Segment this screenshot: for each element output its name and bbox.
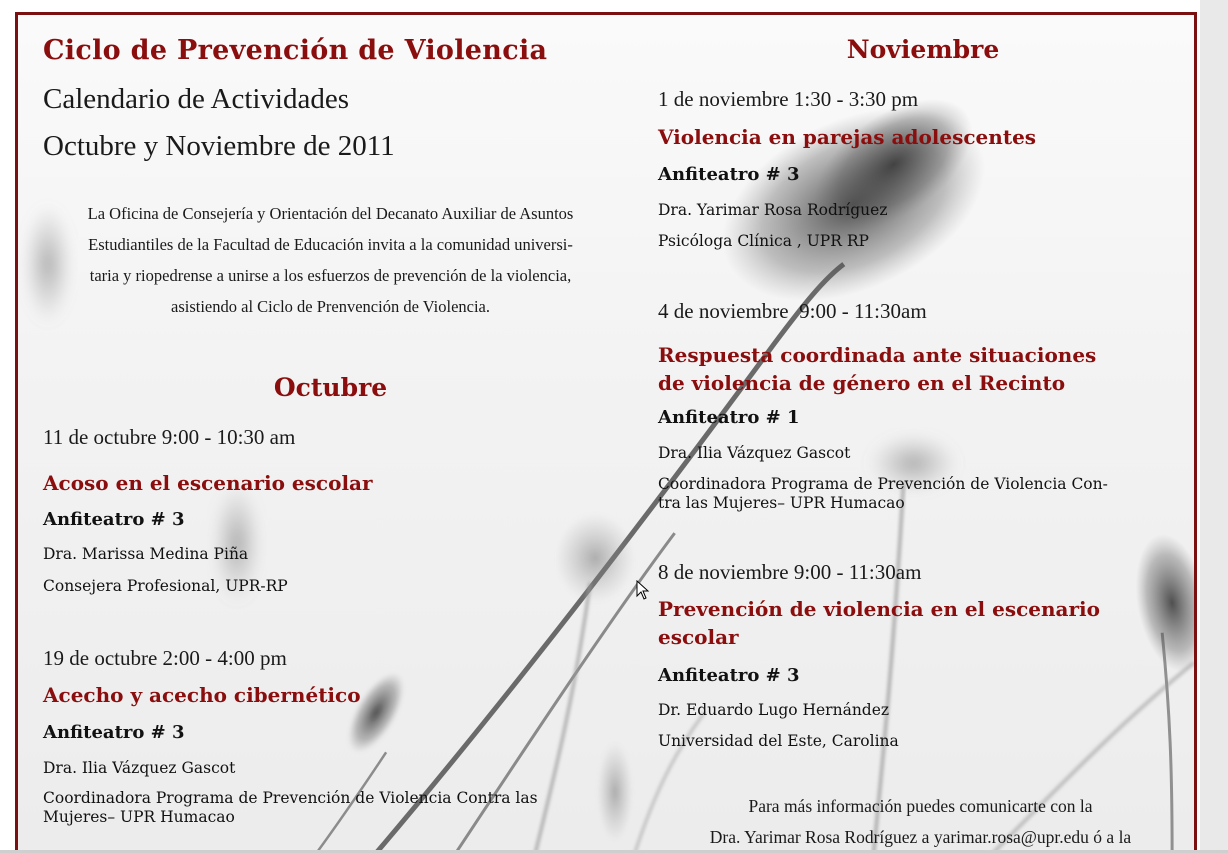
event-date: 1 de noviembre 1:30 - 3:30 pm	[658, 87, 919, 111]
intro-line: La Oficina de Consejería y Orientación del Decanato Auxiliar de Asuntos	[87, 204, 574, 223]
event-title: Acoso en el escenario escolar	[43, 471, 373, 495]
role-line: Coordinadora Programa de Prevención de Violencia Con-	[658, 475, 1108, 493]
event-speaker-role	[43, 789, 538, 827]
event-title-line: escolar	[658, 625, 739, 649]
flyer-title: Ciclo de Prevención de Violencia	[43, 35, 548, 66]
event-speaker-role	[658, 475, 1108, 513]
role-line: Mujeres– UPR Humacao	[43, 808, 235, 826]
event-date: 8 de noviembre 9:00 - 11:30am	[658, 560, 922, 584]
flyer-subtitle-calendar: Calendario de Actividades	[43, 83, 350, 115]
event-speaker: Dra. Yarimar Rosa Rodríguez	[658, 201, 888, 219]
event-date: 11 de octubre 9:00 - 10:30 am	[43, 425, 296, 449]
event-speaker: Dra. Ilia Vázquez Gascot	[43, 759, 236, 777]
event-location: Anfiteatro # 1	[658, 407, 800, 428]
contact-line: Para más información puedes comunicarte con la	[748, 796, 1093, 816]
event-speaker-role: Universidad del Este, Carolina	[658, 732, 899, 750]
flyer-document	[15, 12, 1197, 853]
event-location: Anfiteatro # 3	[43, 722, 185, 743]
contact-line: Dra. Yarimar Rosa Rodríguez a yarimar.rosa@upr.edu ó a la	[709, 827, 1132, 847]
intro-line: Estudiantiles de la Facultad de Educación invita a la comunidad universi-	[88, 235, 573, 254]
intro-line: taria y riopedrense a unirse a los esfuerzos de prevención de la violencia,	[89, 266, 572, 285]
event-title	[658, 341, 1096, 397]
event-title-line: de violencia de género en el Recinto	[658, 371, 1066, 395]
event-speaker: Dr. Eduardo Lugo Hernández	[658, 701, 890, 719]
role-line: Coordinadora Programa de Prevención de Violencia Contra las	[43, 789, 538, 807]
intro-paragraph	[38, 198, 623, 322]
event-location: Anfiteatro # 3	[43, 509, 185, 530]
month-heading-october: Octubre	[273, 373, 388, 402]
event-title: Acecho y acecho cibernético	[43, 683, 361, 707]
flyer-subtitle-dates: Octubre y Noviembre de 2011	[43, 130, 395, 162]
event-location: Anfiteatro # 3	[658, 665, 800, 686]
event-date: 4 de noviembre 9:00 - 11:30am	[658, 299, 927, 323]
event-title-line: Prevención de violencia en el escenario	[658, 597, 1100, 621]
event-title-line: Respuesta coordinada ante situaciones	[658, 343, 1097, 367]
event-title: Violencia en parejas adolescentes	[658, 125, 1037, 149]
event-location: Anfiteatro # 3	[658, 164, 800, 185]
event-title	[658, 595, 1100, 651]
viewer-background-strip	[1200, 0, 1228, 853]
mouse-pointer-icon	[636, 580, 650, 600]
role-line: tra las Mujeres– UPR Humacao	[658, 494, 905, 512]
event-speaker-role: Psicóloga Clínica , UPR RP	[658, 232, 869, 250]
contact-info	[648, 791, 1193, 853]
event-speaker-role: Consejera Profesional, UPR-RP	[43, 577, 288, 595]
event-date: 19 de octubre 2:00 - 4:00 pm	[43, 646, 287, 670]
event-speaker: Dra. Ilia Vázquez Gascot	[658, 444, 851, 462]
month-heading-november: Noviembre	[846, 35, 1000, 64]
event-speaker: Dra. Marissa Medina Piña	[43, 545, 249, 563]
intro-line: asistiendo al Ciclo de Prenvención de Violencia.	[171, 297, 490, 316]
